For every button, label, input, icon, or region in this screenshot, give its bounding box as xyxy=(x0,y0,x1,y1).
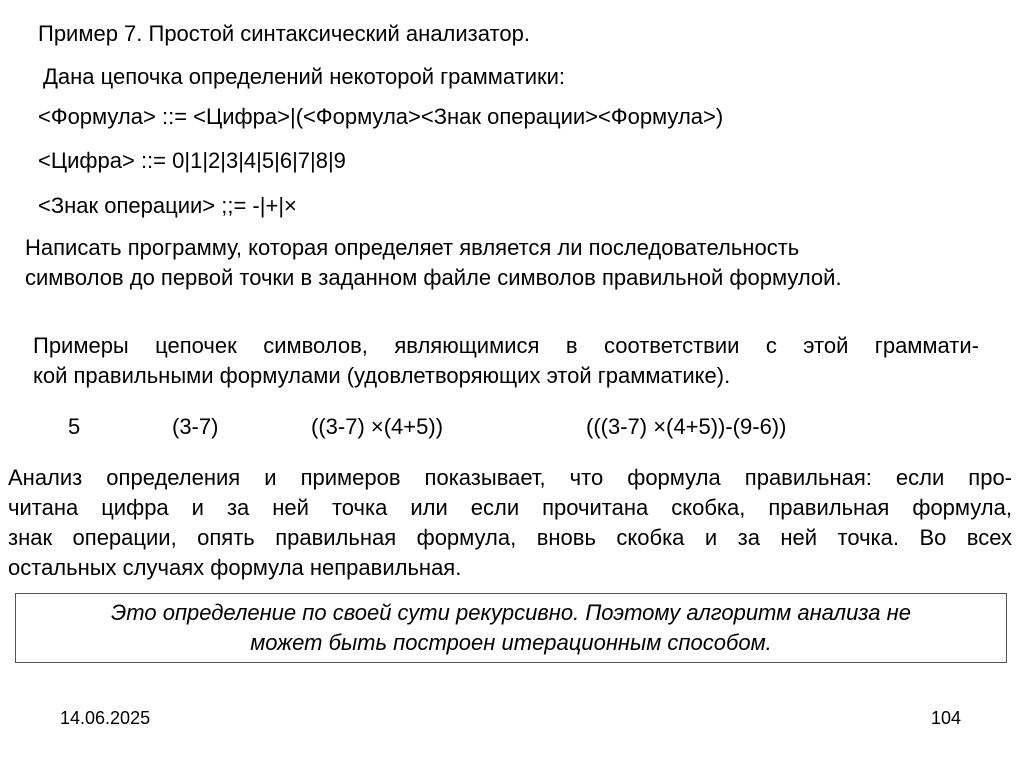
analysis-line: остальных случаях формула неправильная. xyxy=(8,555,462,580)
examples-intro-line: Примеры цепочек символов, являющимися в соответствии с этой граммати- xyxy=(33,333,979,358)
analysis-line: знак операции, опять правильная формула, вновь скобка и за ней точка. Во всех xyxy=(8,525,1012,550)
page-number: 104 xyxy=(931,708,962,728)
examples-intro xyxy=(33,331,979,391)
grammar-intro: Дана цепочка определений некоторой грамматики: xyxy=(43,64,566,89)
examples-intro-line: кой правильными формулами (удовлетворяющих этой грамматике). xyxy=(33,363,731,388)
footer-date: 14.06.2025 xyxy=(60,708,151,728)
note-line: Это определение по своей сути рекурсивно. Поэтому алгоритм анализа не xyxy=(111,600,911,625)
task-line: символов до первой точки в заданном файле символов правильной формулой. xyxy=(25,265,842,290)
analysis-paragraph xyxy=(8,463,1012,583)
analysis-line: Анализ определения и примеров показывает, что формула правильная: если про- xyxy=(8,465,1012,490)
example-formula: ((3-7) ×(4+5)) xyxy=(311,414,444,439)
analysis-line: читана цифра и за ней точка или если прочитана скобка, правильная формула, xyxy=(8,495,1012,520)
task-statement xyxy=(25,233,842,293)
example-formula: 5 xyxy=(68,414,81,439)
grammar-rule-formula: <Формула> ::= <Цифра>|(<Формула><Знак операции><Формула>) xyxy=(38,104,724,129)
grammar-rule-digit: <Цифра> ::= 0|1|2|3|4|5|6|7|8|9 xyxy=(38,148,346,173)
note-text xyxy=(15,598,1007,658)
slide-title: Пример 7. Простой синтаксический анализатор. xyxy=(38,21,530,46)
note-line: может быть построен итерационным способом. xyxy=(250,630,772,655)
example-formula: (((3-7) ×(4+5))-(9-6)) xyxy=(586,414,787,439)
grammar-rule-operator: <Знак операции> ;;= -|+|× xyxy=(38,193,297,218)
example-formula: (3-7) xyxy=(172,414,219,439)
task-line: Написать программу, которая определяет является ли последовательность xyxy=(25,235,800,260)
